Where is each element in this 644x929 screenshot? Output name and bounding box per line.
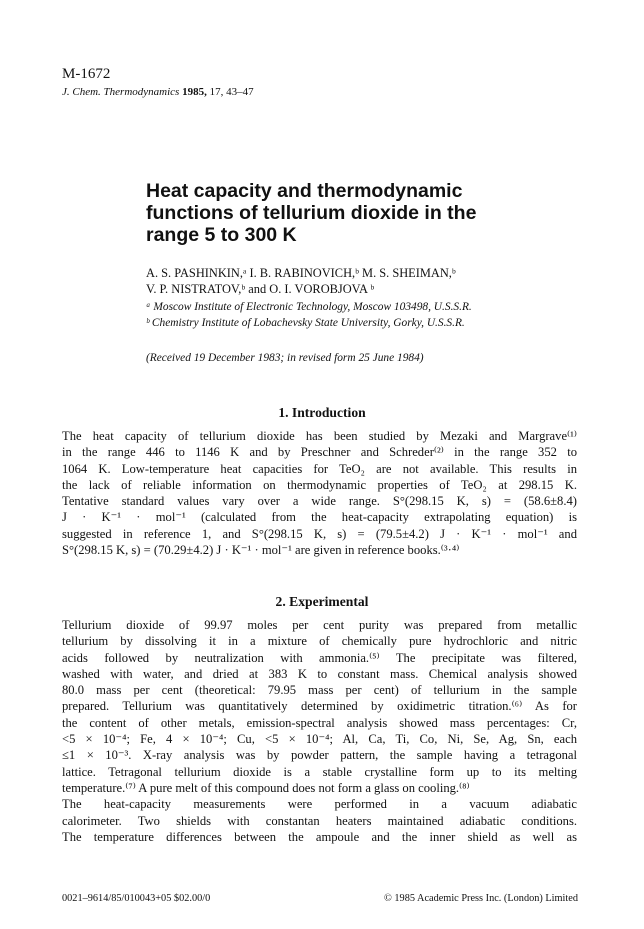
experimental-body (62, 617, 577, 845)
title-line: functions of tellurium dioxide in the (146, 202, 477, 224)
affiliation: ᵃ Moscow Institute of Electronic Technology, Moscow 103498, U.S.S.R. (146, 301, 472, 313)
text-line: calorimeter. Two shields with constantan heaters maintained adiabatic conditions. (62, 813, 577, 828)
authors-line: A. S. PASHINKIN,ᵃ I. B. RABINOVICH,ᵇ M. S. SHEIMAN,ᵇ (146, 266, 456, 280)
introduction-body (62, 428, 577, 558)
text-line: 1064 K. Low-temperature heat capacities for TeO₂ are not available. This results in (62, 461, 577, 476)
section-heading-introduction: 1. Introduction (278, 405, 366, 420)
text-line: <5 × 10⁻⁴; Fe, 4 × 10⁻⁴; Cu, <5 × 10⁻⁴; Al, Ca, Ti, Co, Ni, Se, Ag, Sn, each (62, 732, 577, 747)
received-date: (Received 19 December 1983; in revised form 25 June 1984) (146, 352, 424, 364)
text-line: the content of other metals, emission-spectral analysis showed mass percentages: Cr, (62, 715, 577, 730)
text-line: Tellurium dioxide of 99.97 moles per cent purity was prepared from metallic (62, 618, 577, 632)
text-line: tellurium by dissolving it in a mixture of chemically pure hydrochloric and nitric (62, 634, 577, 649)
authors-line: V. P. NISTRATOV,ᵇ and O. I. VOROBJOVA ᵇ (146, 282, 375, 296)
affiliation: ᵇ Chemistry Institute of Lobachevsky State University, Gorky, U.S.S.R. (146, 316, 465, 329)
text-line: 80.0 mass per cent (theoretical: 79.95 mass per cent) of tellurium in the sample (62, 683, 577, 698)
text-line: in the range 446 to 1146 K and by Preschner and Schreder⁽²⁾ in the range 352 to (62, 445, 577, 460)
text-line: S°(298.15 K, s) = (70.29±4.2) J · K⁻¹ · mol⁻¹ are given in reference books.⁽³·⁴⁾ (62, 543, 460, 558)
text-line: washed with water, and dried at 383 K to constant mass. Chemical analysis showed (62, 666, 577, 681)
authors (146, 265, 586, 297)
journal-name: J. Chem. Thermodynamics (62, 86, 180, 98)
journal-citation (62, 86, 254, 98)
text-line: ≤1 × 10⁻³. X-ray analysis was by powder pattern, the sample having a tetragonal (62, 748, 577, 763)
text-line: acids followed by neutralization with ammonia.⁽⁵⁾ The precipitate was filtered, (62, 650, 577, 665)
text-line: the lack of reliable information on thermodynamic properties of TeO₂ at 298.15 K. (62, 477, 577, 492)
text-line: The temperature differences between the ampoule and the inner shield as well as (62, 829, 577, 844)
text-line: lattice. Tetragonal tellurium dioxide is a stable crystalline form up to its melting (62, 764, 577, 779)
footer-code: 0021–9614/85/010043+05 $02.00/0 (62, 893, 211, 904)
text-line: The heat-capacity measurements were performed in a vacuum adiabatic (62, 797, 577, 812)
journal-volume-pages: 17, 43–47 (209, 86, 254, 98)
title-line: range 5 to 300 K (146, 224, 297, 246)
text-line: J · K⁻¹ · mol⁻¹ (calculated from the heat-capacity extrapolating equation) is (62, 510, 577, 525)
text-line: Tentative standard values vary over a wide range. S°(298.15 K, s) = (58.6±8.4) (62, 494, 577, 509)
title-line: Heat capacity and thermodynamic (146, 180, 463, 202)
text-line: suggested in reference 1, and S°(298.15 K, s) = (79.5±4.2) J · K⁻¹ · mol⁻¹ and (62, 526, 577, 541)
manuscript-code: M-1672 (62, 66, 111, 82)
journal-year: 1985, (182, 86, 207, 98)
affiliations (146, 300, 586, 331)
section-heading-experimental: 2. Experimental (275, 594, 369, 609)
text-line: The heat capacity of tellurium dioxide has been studied by Mezaki and Margrave⁽¹⁾ (62, 429, 577, 443)
text-line: prepared. Tellurium was quantitatively determined by oxidimetric titration.⁽⁶⁾ As for (62, 699, 577, 714)
footer-copyright: © 1985 Academic Press Inc. (London) Limited (384, 893, 578, 904)
paper-title (146, 180, 566, 246)
text-line: temperature.⁽⁷⁾ A pure melt of this compound does not form a glass on cooling.⁽⁸⁾ (62, 780, 470, 795)
